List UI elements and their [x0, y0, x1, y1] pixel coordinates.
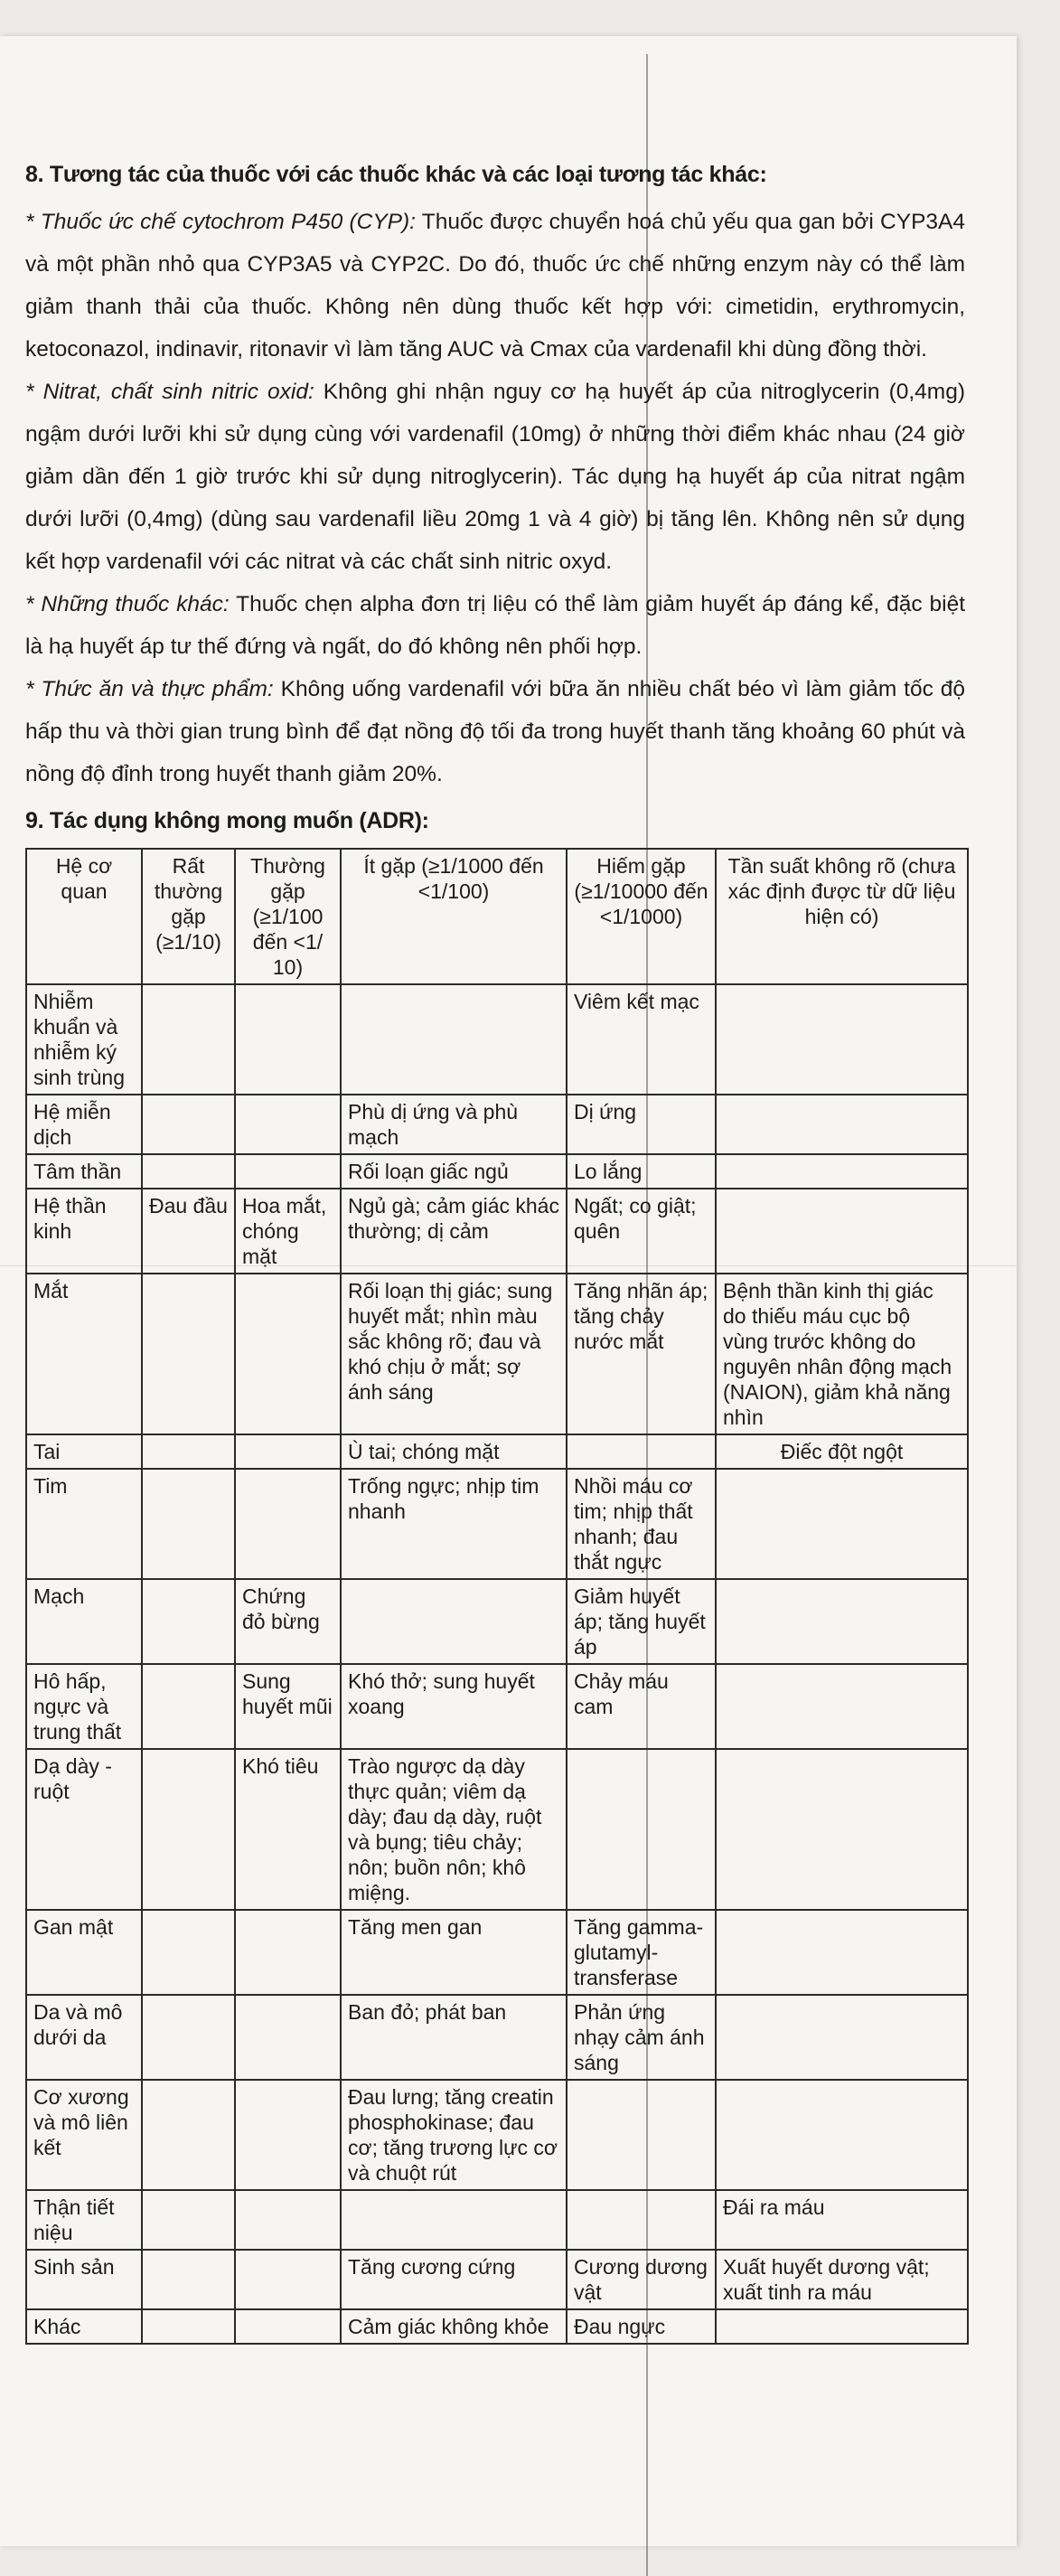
table-row [26, 1154, 968, 1189]
cell-frequency-unknown: Điếc đột ngột [716, 1434, 968, 1469]
cell-frequency-unknown [716, 1995, 968, 2080]
cell-uncommon: Ngủ gà; cảm giác khác thường; dị cảm [341, 1189, 567, 1274]
cell-organ-system: Tim [26, 1469, 142, 1579]
cell-rare: Tăng gamma-glutamyl-transferase [567, 1910, 716, 1995]
cell-rare: Nhồi máu cơ tim; nhịp thất nhanh; đau thắt ngực [567, 1469, 716, 1579]
cell-common [235, 984, 341, 1095]
cell-common: Chứng đỏ bừng [235, 1579, 341, 1664]
cell-rare: Phản ứng nhạy cảm ánh sáng [567, 1995, 716, 2080]
cell-very-common [142, 2250, 235, 2309]
cell-common [235, 1995, 341, 2080]
paragraph-cyp-inhibitors [25, 201, 965, 371]
cell-rare [567, 1434, 716, 1469]
table-row [26, 1995, 968, 2080]
cell-organ-system: Nhiễm khuẩn và nhiễm ký sinh trùng [26, 984, 142, 1095]
cell-frequency-unknown [716, 1095, 968, 1154]
section-9-heading: 9. Tác dụng không mong muốn (ADR): [25, 808, 429, 833]
table-row [26, 2190, 968, 2250]
cell-frequency-unknown [716, 1910, 968, 1995]
cell-common [235, 1910, 341, 1995]
table-row [26, 2250, 968, 2309]
paragraph-label: * Thuốc ức chế cytochrom P450 (CYP): [25, 210, 416, 234]
cell-organ-system: Tai [26, 1434, 142, 1469]
adr-table-body [26, 984, 968, 2344]
paragraph-text: Không ghi nhận nguy cơ hạ huyết áp của nitroglycerin (0,4mg) ngậm dưới lưỡi khi sử dụng cùng với vardenafil (10mg) ở những thời điểm khác nhau (24 giờ giảm dần đến 1 giờ trước khi sử dụng nitroglycerin). Tác dụng hạ huyết áp của nitrat ngậm dưới lưỡi (0,4mg) (dùng sau vardenafil liều 20mg 1 và 4 giờ) bị tăng lên. Không nên sử dụng kết hợp vardenafil với các nitrat và các chất sinh nitric oxyd. [25, 380, 965, 574]
cell-very-common [142, 984, 235, 1095]
cell-frequency-unknown [716, 1154, 968, 1189]
cell-common [235, 1095, 341, 1154]
table-row [26, 1749, 968, 1910]
cell-frequency-unknown: Bệnh thần kinh thị giác do thiếu máu cục bộ vùng trước không do nguyên nhân động mạch (NAION), giảm khả năng nhìn [716, 1274, 968, 1434]
leaflet-content [25, 154, 965, 2345]
cell-frequency-unknown [716, 2080, 968, 2190]
cell-frequency-unknown [716, 1579, 968, 1664]
cell-organ-system: Thận tiết niệu [26, 2190, 142, 2250]
cell-rare [567, 1749, 716, 1910]
cell-frequency-unknown: Đái ra máu [716, 2190, 968, 2250]
header-rare: Hiếm gặp (≥1/10000 đến <1/1000) [567, 849, 716, 984]
cell-organ-system: Mắt [26, 1274, 142, 1434]
cell-common [235, 1469, 341, 1579]
cell-rare: Lo lắng [567, 1154, 716, 1189]
paragraph-nitrates [25, 371, 965, 583]
section-8-heading: 8. Tương tác của thuốc với các thuốc khác và các loại tương tác khác: [25, 162, 767, 187]
cell-very-common [142, 1664, 235, 1749]
cell-very-common [142, 2309, 235, 2344]
table-row [26, 1189, 968, 1274]
adr-table-header-row [26, 849, 968, 984]
cell-uncommon: Ban đỏ; phát ban [341, 1995, 567, 2080]
cell-frequency-unknown [716, 1749, 968, 1910]
cell-rare: Giảm huyết áp; tăng huyết áp [567, 1579, 716, 1664]
cell-common [235, 1274, 341, 1434]
cell-very-common [142, 1274, 235, 1434]
cell-rare: Dị ứng [567, 1095, 716, 1154]
cell-uncommon [341, 1579, 567, 1664]
paragraph-label: * Nitrat, chất sinh nitric oxid: [25, 380, 314, 404]
cell-uncommon: Cảm giác không khỏe [341, 2309, 567, 2344]
cell-rare: Viêm kết mạc [567, 984, 716, 1095]
cell-common: Khó tiêu [235, 1749, 341, 1910]
cell-organ-system: Da và mô dưới da [26, 1995, 142, 2080]
cell-very-common [142, 1749, 235, 1910]
cell-uncommon: Tăng cương cứng [341, 2250, 567, 2309]
cell-rare [567, 2190, 716, 2250]
cell-very-common [142, 2190, 235, 2250]
cell-uncommon: Trào ngược dạ dày thực quản; viêm dạ dày; đau dạ dày, ruột và bụng; tiêu chảy; nôn; buồn nôn; khô miệng. [341, 1749, 567, 1910]
cell-rare: Cương dương vật [567, 2250, 716, 2309]
table-row [26, 1910, 968, 1995]
cell-very-common [142, 1434, 235, 1469]
cell-common [235, 1154, 341, 1189]
cell-uncommon [341, 984, 567, 1095]
paragraph-other-drugs [25, 583, 965, 668]
cell-rare: Chảy máu cam [567, 1664, 716, 1749]
table-row [26, 1469, 968, 1579]
table-row [26, 984, 968, 1095]
cell-uncommon: Ù tai; chóng mặt [341, 1434, 567, 1469]
cell-frequency-unknown [716, 2309, 968, 2344]
cell-organ-system: Dạ dày - ruột [26, 1749, 142, 1910]
paragraph-food [25, 668, 965, 795]
cell-organ-system: Mạch [26, 1579, 142, 1664]
table-row [26, 1274, 968, 1434]
paragraph-text: Thuốc được chuyển hoá chủ yếu qua gan bởi CYP3A4 và một phần nhỏ qua CYP3A5 và CYP2C. Do đó, thuốc ức chế những enzym này có thể làm giảm thanh thải của thuốc. Không nên dùng thuốc kết hợp với: cimetidin, erythromycin, ketoconazol, indinavir, ritonavir vì làm tăng AUC và Cmax của vardenafil khi dùng đồng thời. [25, 210, 966, 362]
cell-very-common [142, 1579, 235, 1664]
table-row [26, 1664, 968, 1749]
header-frequency-unknown: Tần suất không rõ (chưa xác định được từ dữ liệu hiện có) [716, 849, 968, 984]
cell-organ-system: Gan mật [26, 1910, 142, 1995]
cell-frequency-unknown [716, 1189, 968, 1274]
cell-very-common: Đau đầu [142, 1189, 235, 1274]
cell-frequency-unknown [716, 984, 968, 1095]
cell-organ-system: Hệ thần kinh [26, 1189, 142, 1274]
paragraph-text: Thuốc chẹn alpha đơn trị liệu có thể làm giảm huyết áp đáng kể, đặc biệt là hạ huyết áp tư thế đứng và ngất, do đó không nên phối hợp. [25, 592, 965, 659]
cell-organ-system: Tâm thần [26, 1154, 142, 1189]
cell-frequency-unknown [716, 1469, 968, 1579]
cell-rare: Đau ngực [567, 2309, 716, 2344]
cell-uncommon: Rối loạn thị giác; sung huyết mắt; nhìn màu sắc không rõ; đau và khó chịu ở mắt; sợ ánh sáng [341, 1274, 567, 1434]
cell-organ-system: Sinh sản [26, 2250, 142, 2309]
cell-uncommon [341, 2190, 567, 2250]
cell-rare [567, 2080, 716, 2190]
cell-very-common [142, 1995, 235, 2080]
header-common: Thường gặp (≥1/100 đến <1/ 10) [235, 849, 341, 984]
cell-common: Hoa mắt, chóng mặt [235, 1189, 341, 1274]
table-row [26, 2080, 968, 2190]
cell-very-common [142, 1154, 235, 1189]
table-row [26, 1095, 968, 1154]
paragraph-text: Không uống vardenafil với bữa ăn nhiều chất béo vì làm giảm tốc độ hấp thu và thời gian trung bình để đạt nồng độ tối đa trong huyết thanh tăng khoảng 60 phút và nồng độ đỉnh trong huyết thanh giảm 20%. [25, 677, 965, 786]
cell-organ-system: Khác [26, 2309, 142, 2344]
table-row [26, 1579, 968, 1664]
cell-very-common [142, 2080, 235, 2190]
cell-organ-system: Hệ miễn dịch [26, 1095, 142, 1154]
cell-common [235, 2309, 341, 2344]
leaflet-page [0, 36, 1017, 2546]
cell-common [235, 1434, 341, 1469]
cell-frequency-unknown [716, 1664, 968, 1749]
cell-organ-system: Cơ xương và mô liên kết [26, 2080, 142, 2190]
paragraph-label: * Những thuốc khác: [25, 592, 230, 616]
cell-rare: Tăng nhãn áp; tăng chảy nước mắt [567, 1274, 716, 1434]
header-organ-system: Hệ cơ quan [26, 849, 142, 984]
cell-organ-system: Hô hấp, ngực và trung thất [26, 1664, 142, 1749]
cell-uncommon: Tăng men gan [341, 1910, 567, 1995]
cell-common [235, 2080, 341, 2190]
table-row [26, 2309, 968, 2344]
adr-table [25, 848, 969, 2345]
cell-uncommon: Khó thở; sung huyết xoang [341, 1664, 567, 1749]
cell-very-common [142, 1469, 235, 1579]
cell-uncommon: Trống ngực; nhịp tim nhanh [341, 1469, 567, 1579]
cell-uncommon: Đau lưng; tăng creatin phosphokinase; đau cơ; tăng trương lực cơ và chuột rút [341, 2080, 567, 2190]
cell-frequency-unknown: Xuất huyết dương vật; xuất tinh ra máu [716, 2250, 968, 2309]
cell-common [235, 2250, 341, 2309]
table-row [26, 1434, 968, 1469]
cell-common [235, 2190, 341, 2250]
cell-rare: Ngất; co giật; quên [567, 1189, 716, 1274]
paragraph-label: * Thức ăn và thực phẩm: [25, 677, 274, 701]
cell-very-common [142, 1095, 235, 1154]
header-very-common: Rất thường gặp (≥1/10) [142, 849, 235, 984]
cell-common: Sung huyết mũi [235, 1664, 341, 1749]
cell-uncommon: Phù dị ứng và phù mạch [341, 1095, 567, 1154]
header-uncommon: Ít gặp (≥1/1000 đến <1/100) [341, 849, 567, 984]
cell-very-common [142, 1910, 235, 1995]
cell-uncommon: Rối loạn giấc ngủ [341, 1154, 567, 1189]
